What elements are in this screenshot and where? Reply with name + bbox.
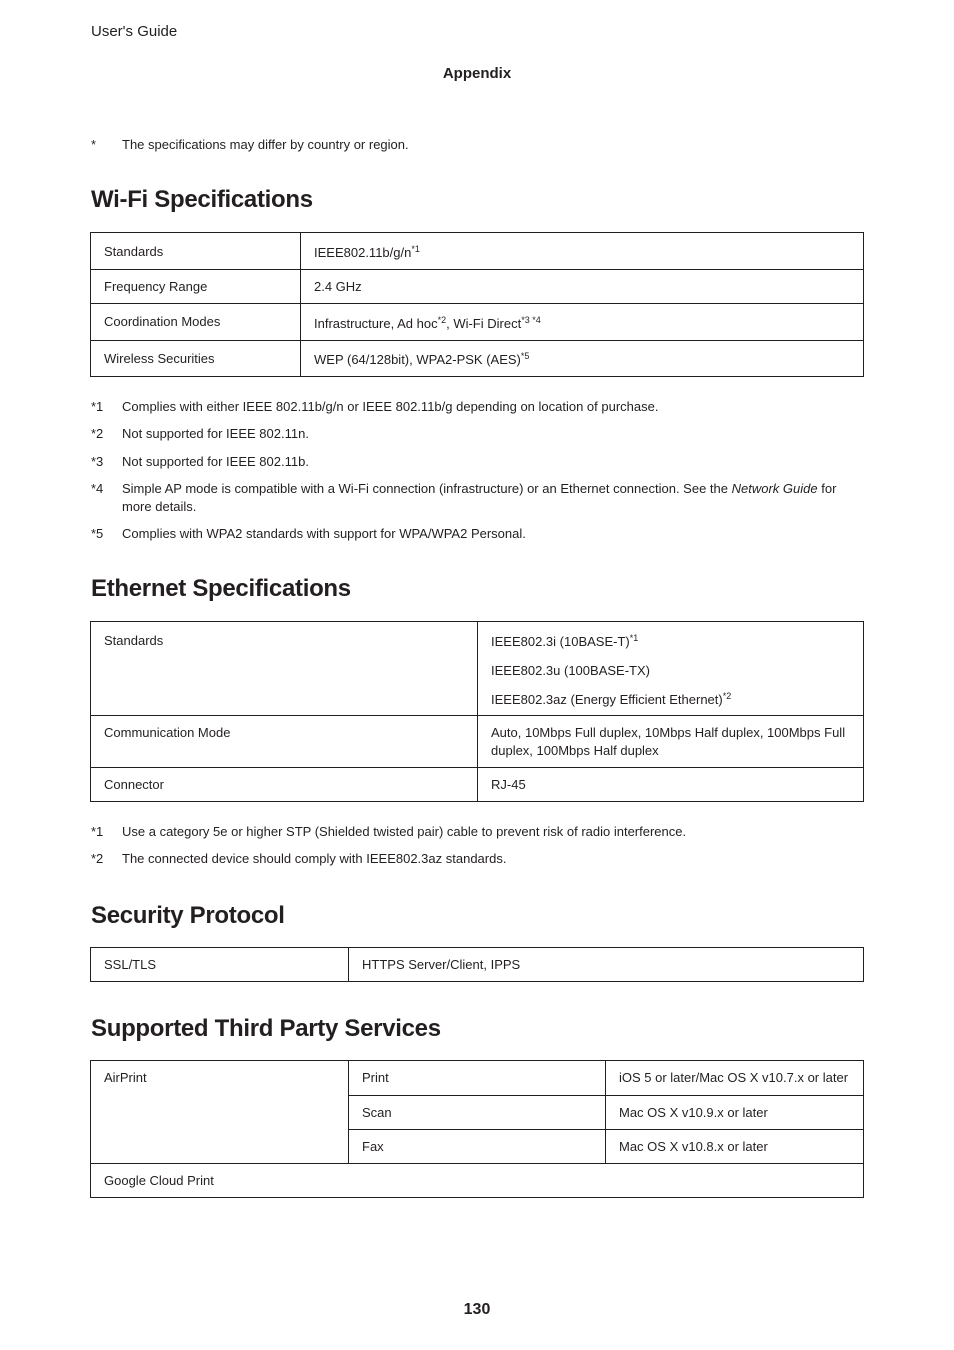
section-title: Appendix	[442, 65, 512, 82]
standard-line: IEEE802.3az (Energy Efficient Ethernet)$^{*2}$	[491, 691, 732, 707]
security-table	[90, 947, 864, 982]
footnote	[91, 398, 866, 416]
service-requirement: Mac OS X v10.8.x or later	[606, 1130, 864, 1164]
guide-title: User's Guide	[91, 23, 178, 40]
standard-line: IEEE802.3u (100BASE-TX)	[491, 663, 650, 678]
spec-value: Infrastructure, Ad hoc$^{*2}$, Wi-Fi Direct$^{*3 *4}$	[301, 304, 864, 341]
table-row	[91, 948, 864, 982]
wifi-heading: Wi-Fi Specifications	[91, 186, 313, 213]
service-function: Print	[349, 1061, 606, 1096]
spec-label: Connector	[91, 768, 478, 802]
footnote-text: Complies with either IEEE 802.11b/g/n or IEEE 802.11b/g depending on location of purchase.	[122, 399, 659, 414]
third-party-heading: Supported Third Party Services	[91, 1015, 441, 1042]
spec-value: HTTPS Server/Client, IPPS	[349, 948, 864, 982]
table-row	[91, 304, 864, 341]
footnote	[91, 425, 866, 443]
footnote	[91, 480, 866, 516]
table-row	[91, 341, 864, 377]
table-row	[91, 233, 864, 270]
spec-label: Coordination Modes	[91, 304, 301, 341]
footnote-mark: *1	[91, 824, 104, 839]
spec-value: Auto, 10Mbps Full duplex, 10Mbps Half duplex, 100Mbps Full duplex, 100Mbps Half duplex	[478, 716, 864, 768]
standard-line: IEEE802.3i (10BASE-T)$^{*1}$	[491, 633, 639, 649]
ethernet-heading: Ethernet Specifications	[91, 575, 351, 602]
footnote-mark: *3	[91, 454, 104, 469]
footnote-text: The connected device should comply with IEEE802.3az standards.	[122, 851, 507, 866]
table-row	[91, 622, 864, 716]
spec-value: 2.4 GHz	[301, 270, 864, 304]
spec-label: SSL/TLS	[91, 948, 349, 982]
service-function: Fax	[349, 1130, 606, 1164]
spec-value	[478, 622, 864, 716]
page-number: 130	[463, 1301, 491, 1318]
spec-value: RJ-45	[478, 768, 864, 802]
note-text: The specifications may differ by country or region.	[122, 137, 409, 152]
footnote-text: Not supported for IEEE 802.11n.	[122, 426, 309, 441]
footnote	[91, 453, 866, 471]
footnote-text: Simple AP mode is compatible with a Wi-Fi connection (infrastructure) or an Ethernet connection. See the Network Guide for more details.	[122, 481, 837, 514]
third-party-table	[90, 1060, 864, 1198]
footnote	[91, 525, 866, 543]
table-row	[91, 1061, 864, 1096]
service-label: AirPrint	[91, 1061, 349, 1164]
ethernet-spec-table	[90, 621, 864, 802]
wifi-spec-table	[90, 232, 864, 377]
spec-value: $IEEE802.11b/g/n^{*1}$	[301, 233, 864, 270]
intro-note	[91, 136, 866, 154]
service-function: Scan	[349, 1096, 606, 1130]
footnote-text: Use a category 5e or higher STP (Shielded twisted pair) cable to prevent risk of radio interference.	[122, 824, 687, 839]
spec-label: Frequency Range	[91, 270, 301, 304]
spec-label: Standards	[91, 233, 301, 270]
table-row	[91, 1164, 864, 1198]
table-row	[91, 270, 864, 304]
table-row	[91, 716, 864, 768]
note-mark: *	[91, 137, 97, 152]
footnote-mark: *5	[91, 526, 104, 541]
footnote-mark: *1	[91, 399, 104, 414]
footnote	[91, 823, 866, 841]
footnote-mark: *2	[91, 851, 104, 866]
footnote-text: Not supported for IEEE 802.11b.	[122, 454, 309, 469]
spec-label: Communication Mode	[91, 716, 478, 768]
security-heading: Security Protocol	[91, 902, 285, 929]
footnote	[91, 850, 866, 868]
spec-label: Wireless Securities	[91, 341, 301, 377]
service-label: Google Cloud Print	[91, 1164, 864, 1198]
service-requirement: iOS 5 or later/Mac OS X v10.7.x or later	[606, 1061, 864, 1096]
footnote-mark: *4	[91, 481, 104, 496]
spec-value: WEP (64/128bit), WPA2-PSK (AES)$^{*5}$	[301, 341, 864, 377]
table-row	[91, 768, 864, 802]
footnote-mark: *2	[91, 426, 104, 441]
service-requirement: Mac OS X v10.9.x or later	[606, 1096, 864, 1130]
footnote-text: Complies with WPA2 standards with support for WPA/WPA2 Personal.	[122, 526, 526, 541]
spec-label: Standards	[91, 622, 478, 716]
